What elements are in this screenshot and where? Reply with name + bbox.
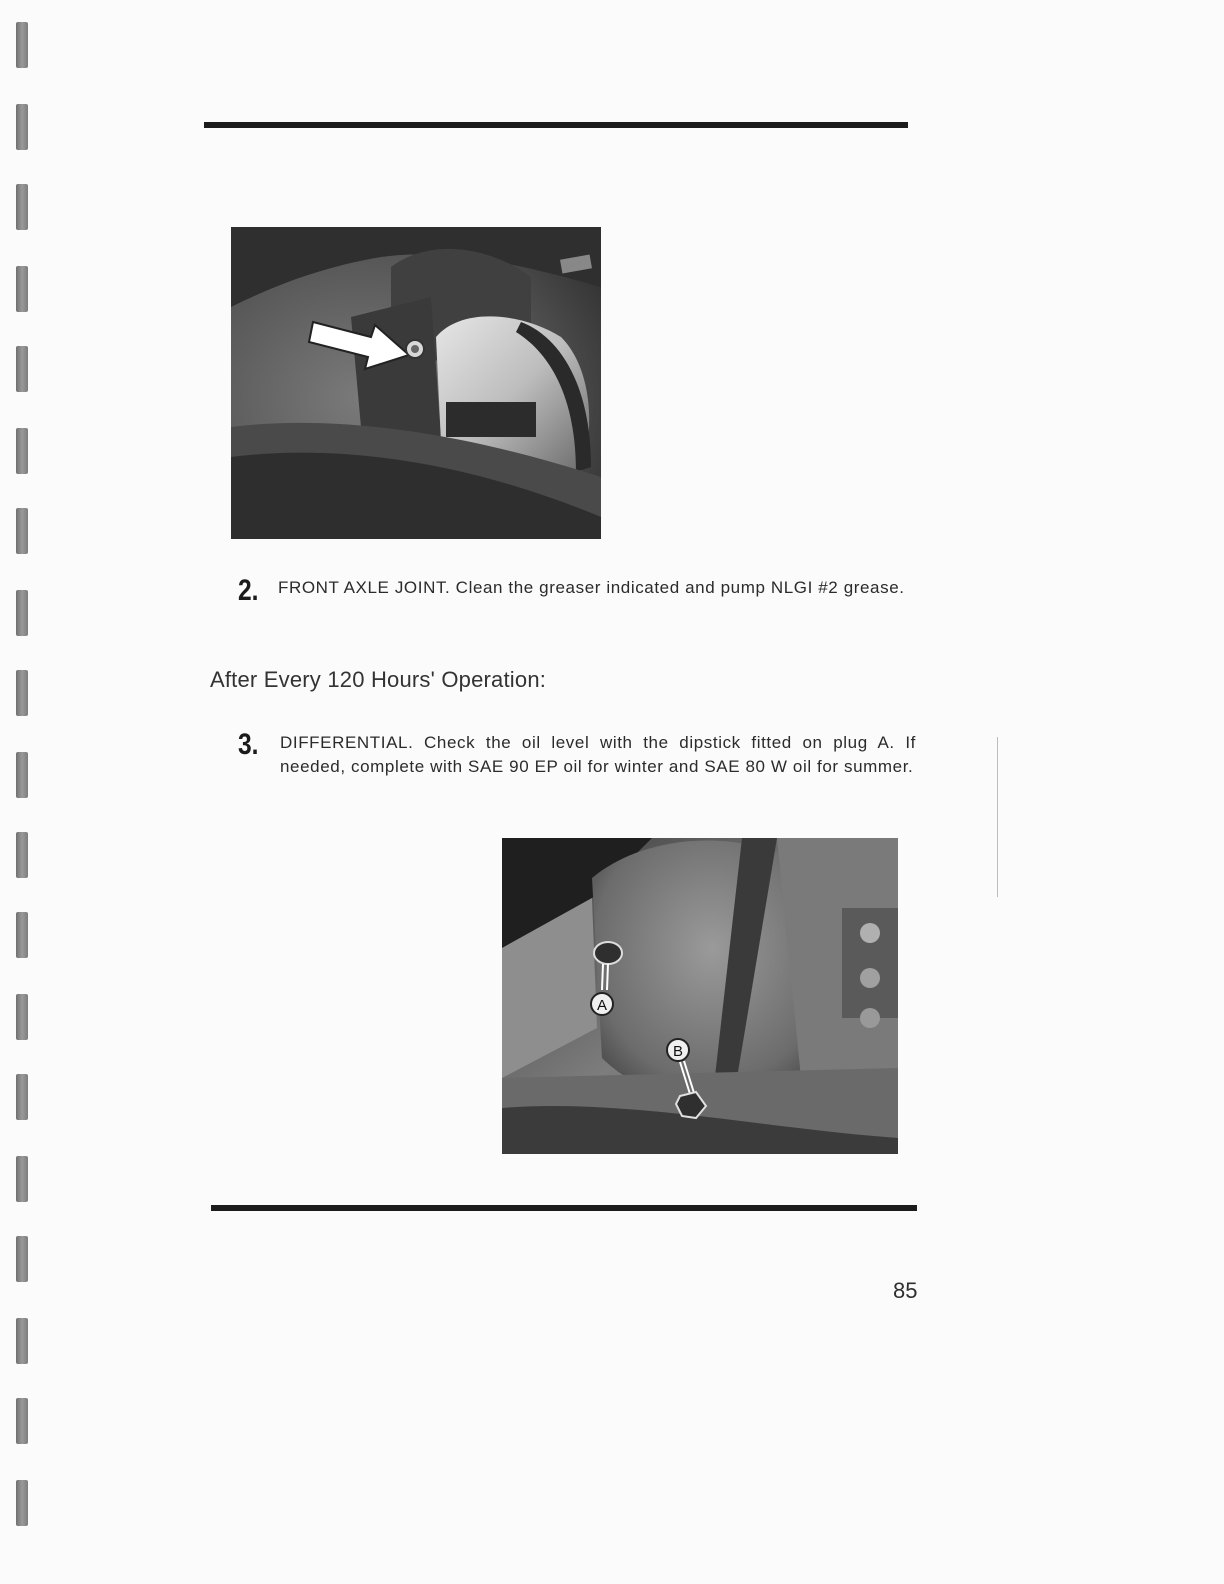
bottom-rule	[211, 1205, 917, 1211]
front-axle-joint-image	[231, 227, 601, 539]
binding-hole	[16, 184, 28, 230]
binding-holes	[12, 0, 36, 1584]
binding-hole	[16, 104, 28, 150]
binding-hole	[16, 832, 28, 878]
binding-hole	[16, 1074, 28, 1120]
step-number: 2.	[238, 574, 259, 607]
binding-hole	[16, 752, 28, 798]
binding-hole	[16, 1318, 28, 1364]
binding-hole	[16, 346, 28, 392]
binding-hole	[16, 1480, 28, 1526]
binding-hole	[16, 22, 28, 68]
step-number: 3.	[238, 728, 259, 761]
binding-hole	[16, 912, 28, 958]
binding-hole	[16, 1236, 28, 1282]
step-text: FRONT AXLE JOINT. Clean the greaser indicated and pump NLGI #2 grease.	[278, 578, 905, 597]
svg-text:B: B	[672, 1043, 684, 1060]
binding-hole	[16, 994, 28, 1040]
top-rule	[204, 122, 908, 128]
binding-hole	[16, 670, 28, 716]
binding-hole	[16, 508, 28, 554]
binding-hole	[16, 590, 28, 636]
step-text: DIFFERENTIAL. Check the oil level with the dipstick fitted on plug A. If needed, complete with SAE 90 EP oil for winter and SAE 80 W oil for summer.	[280, 733, 916, 776]
differential-photo	[502, 838, 898, 1154]
front-axle-joint-photo	[231, 227, 601, 539]
svg-text:A: A	[596, 997, 608, 1014]
binding-hole	[16, 266, 28, 312]
page-number: 85	[893, 1278, 918, 1303]
binding-hole	[16, 1156, 28, 1202]
binding-hole	[16, 1398, 28, 1444]
margin-line	[997, 737, 998, 897]
differential-image	[502, 838, 898, 1154]
binding-hole	[16, 428, 28, 474]
section-heading: After Every 120 Hours' Operation:	[210, 667, 547, 692]
